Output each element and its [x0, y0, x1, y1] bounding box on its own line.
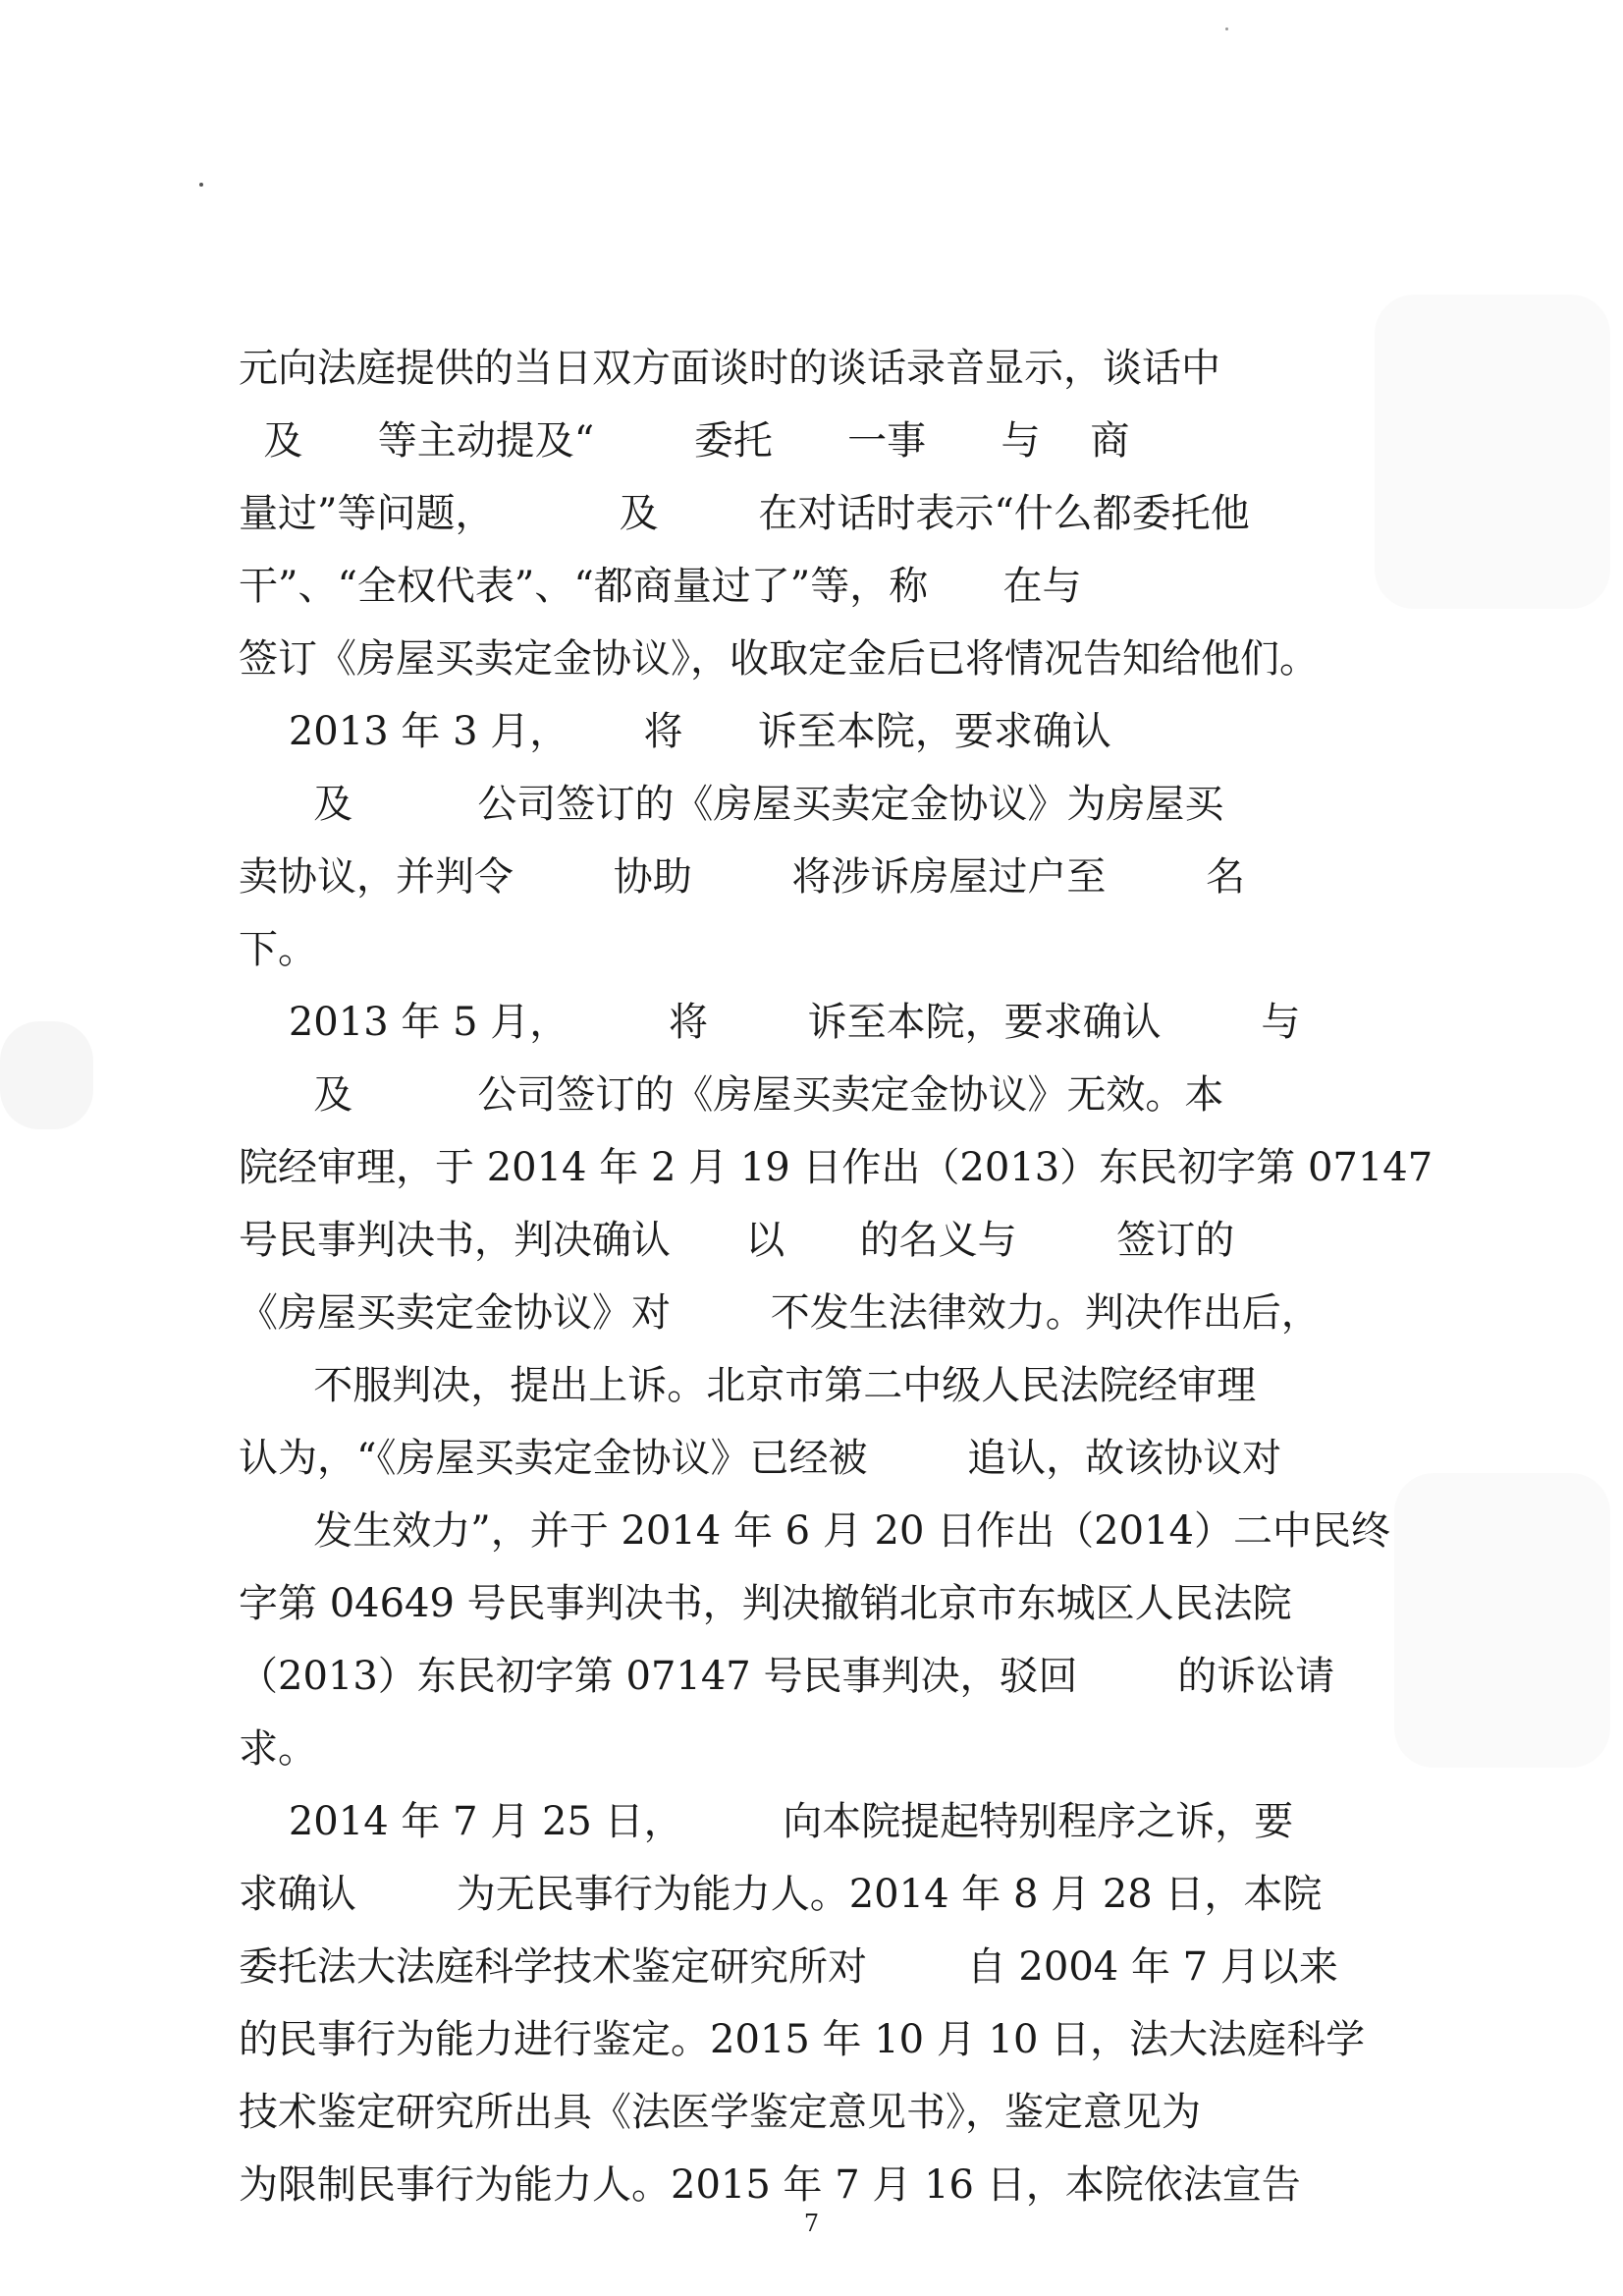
text-line: 字第 04649 号民事判决书，判决撤销北京市东城区人民法院 [239, 1581, 1292, 1626]
text-line: 发生效力”，并于 2014 年 6 月 20 日作出（2014）二中民终 [239, 1508, 1390, 1554]
text-line: 2013 年 3 月， 将 诉至本院，要求确认 [239, 709, 1111, 754]
text-line: 2014 年 7 月 25 日， 向本院提起特别程序之诉，要 [239, 1799, 1294, 1844]
text-line: 元向法庭提供的当日双方面谈时的谈话录音显示，谈话中 [239, 346, 1220, 391]
text-line: 的民事行为能力进行鉴定。2015 年 10 月 10 日，法大法庭科学 [239, 2017, 1366, 2062]
text-line: 及 公司签订的《房屋买卖定金协议》为房屋买 [239, 782, 1224, 827]
text-line: 不服判决，提出上诉。北京市第二中级人民法院经审理 [239, 1363, 1257, 1408]
text-line: 量过”等问题， 及 在对话时表示“什么都委托他 [239, 491, 1250, 536]
text-line: 及 等主动提及“ 委托 一事 与 商 [239, 418, 1130, 464]
text-line: 卖协议，并判令 协助 将涉诉房屋过户至 名 [239, 854, 1246, 900]
text-line: （2013）东民初字第 07147 号民事判决，驳回 的诉讼请 [239, 1654, 1335, 1699]
text-line: 委托法大法庭科学技术鉴定研究所对 自 2004 年 7 月以来 [239, 1944, 1338, 1990]
text-line: 求确认 为无民事行为能力人。2014 年 8 月 28 日，本院 [239, 1872, 1323, 1917]
text-line: 《房屋买卖定金协议》对 不发生法律效力。判决作出后， [239, 1290, 1321, 1336]
scan-smudge [1394, 1473, 1610, 1768]
text-line: 院经审理，于 2014 年 2 月 19 日作出（2013）东民初字第 07147 [239, 1145, 1434, 1190]
text-line: 认为，“《房屋买卖定金协议》已经被 追认，故该协议对 [239, 1436, 1282, 1481]
text-line: 技术鉴定研究所出具《法医学鉴定意见书》，鉴定意见为 [239, 2090, 1201, 2135]
text-line: 求。 [239, 1726, 317, 1772]
text-line: 号民事判决书，判决确认 以 的名义与 签订的 [239, 1218, 1235, 1263]
page-number: 7 [803, 2210, 820, 2237]
text-line: 签订《房屋买卖定金协议》，收取定金后已将情况告知给他们。 [239, 636, 1319, 682]
text-line: 2013 年 5 月， 将 诉至本院，要求确认 与 [239, 1000, 1301, 1045]
text-line: 为限制民事行为能力人。2015 年 7 月 16 日，本院依法宣告 [239, 2162, 1301, 2208]
scan-speck [199, 183, 203, 187]
text-line: 干”、“全权代表”、“都商量过了”等，称 在与 [239, 564, 1082, 609]
scan-smudge [0, 1021, 93, 1129]
text-line: 下。 [239, 927, 317, 972]
judgment-body-text [239, 332, 1434, 2221]
scan-speck [1225, 27, 1228, 30]
text-line: 及 公司签订的《房屋买卖定金协议》无效。本 [239, 1072, 1224, 1118]
scan-smudge [1375, 295, 1610, 609]
